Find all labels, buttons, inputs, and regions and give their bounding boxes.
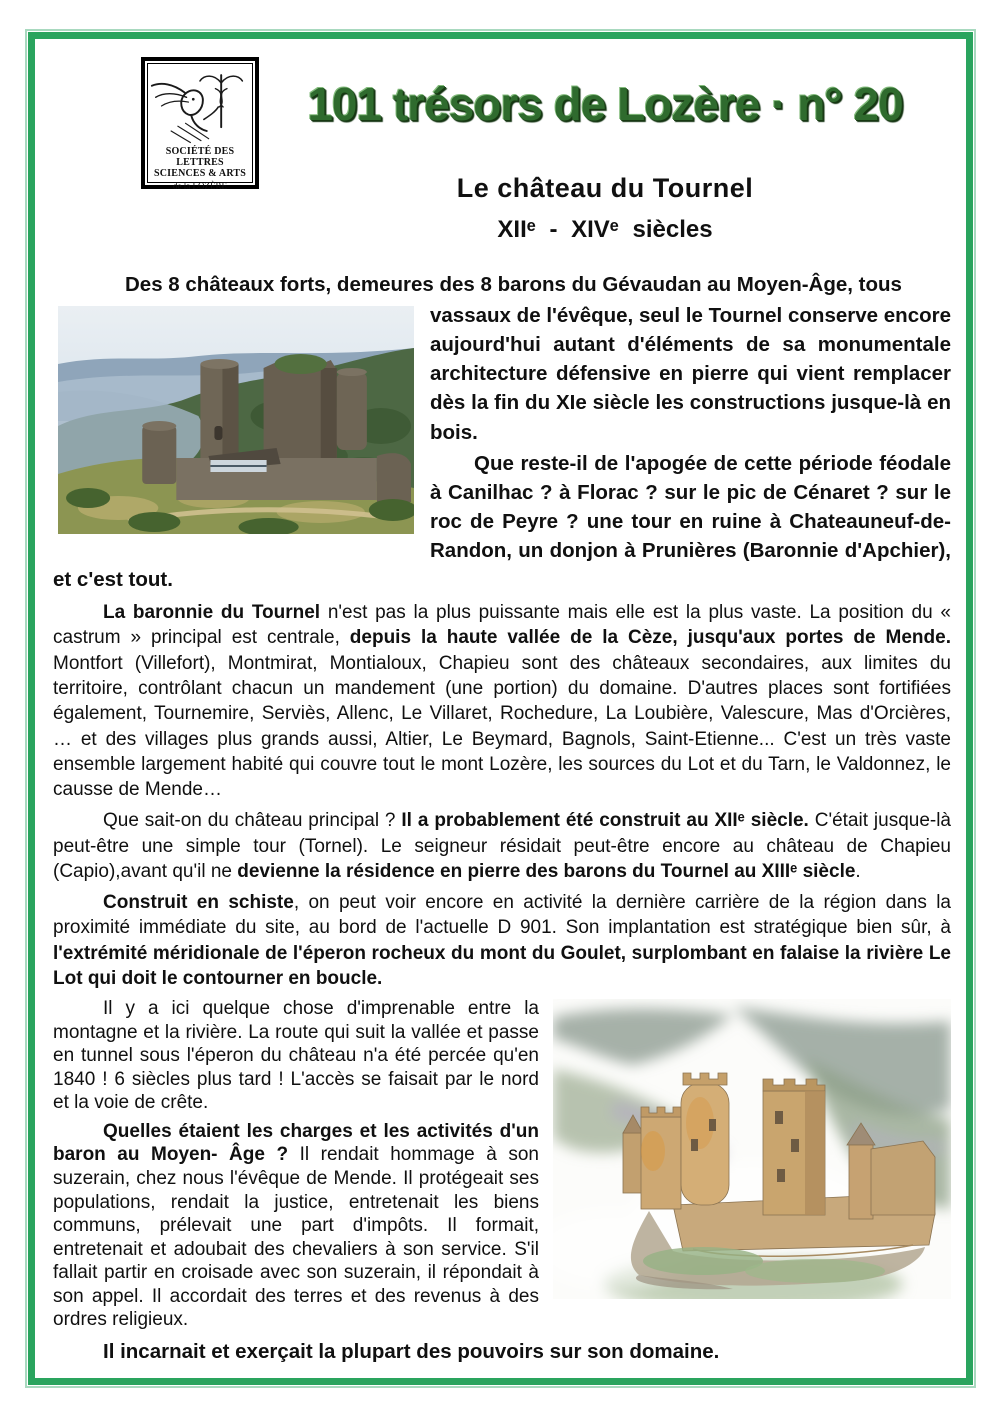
logo-line-1: SOCIÉTÉ DES LETTRES: [165, 146, 235, 169]
paragraph-baronnie: La baronnie du Tournel n'est pas la plus puissante mais elle est la plus vaste. La position du « castrum » principal est centrale, depuis la haute vallée de la Cèze, jusqu'aux portes de Mende. Montfort (Villefort), Montmirat, Montialoux, Chapieu sont des châteaux secondaires, aux limites du territoire, contrôlant chacun un mandement (une portion) du domaine. D'autres places sont fortifiées également, Tournemire, Serviès, Allenc, Le Villaret, Rochedure, La Loubière, Valescure, Mas d'Orcières, … et des villages plus grands aussi, Altier, Le Beymard, Bagnols, Saint-Etienne... C'est un très vaste ensemble largement habité qui couvre tout le mont Lozère, les sources du Lot et du Tarn, le Valdonnez, le causse de Mende…: [53, 602, 951, 801]
closing-line: Il incarnait et exerçait la plupart des pouvoirs sur son domaine.: [103, 1339, 720, 1363]
page-title: 101 trésors de Lozère · n° 20: [307, 78, 903, 130]
page-frame: [28, 32, 973, 1385]
intro-section: [53, 301, 951, 594]
society-logo-text: [148, 146, 252, 191]
paragraph-apogee: Que reste-il de l'apogée de cette période féodale à Canilhac ? à Florac ? sur le pic de Cénaret ? sur le roc de Peyre ? une tour en ruine à Chateauneuf-de-Randon, un donjon à Prunières (Baronnie d'Apchier), et c'est tout.: [53, 451, 951, 592]
lower-section: [53, 997, 951, 1332]
paragraph-schiste: Construit en schiste, on peut voir encore en activité la dernière carrière de la région dans la proximité immédiate du site, au bord de l'actuelle D 901. Son implantation est stratégique bien sûr, à l'extrémité méridionale de l'éperon rocheux du mont du Goulet, surplombant en falaise la rivière Le Lot qui doit le contourner en boucle.: [53, 892, 951, 989]
tournel-ruins-photo: [58, 306, 414, 534]
title-block: [259, 57, 951, 244]
tournel-watercolor-drawing: [553, 999, 951, 1299]
logo-line-3: de la LOZÈRE: [173, 180, 227, 191]
paragraph-chateau-principal: Que sait-on du château principal ? Il a probablement été construit au XIIᵉ siècle. C'était jusque-là peut-être une simple tour (Tornel). Le seigneur résidait peut-être encore au château de Chapieu (Capio),avant qu'il ne devienne la résidence en pierre des barons du Tournel au XIIIᵉ siècle.: [53, 810, 952, 882]
castle-ruins-photo-illustration: [58, 306, 414, 534]
article-period: XIIᵉ - XIVᵉ siècles: [497, 216, 713, 243]
article-title: Le château du Tournel: [456, 173, 754, 203]
society-logo: [141, 57, 259, 189]
page-header: [53, 57, 951, 244]
intro-lead-line: Des 8 châteaux forts, demeures des 8 barons du Gévaudan au Moyen-Âge, tous: [125, 273, 902, 296]
castle-watercolor-illustration: [553, 999, 951, 1299]
hermes-caduceus-icon: [148, 66, 252, 144]
paragraph-imprenable: Il y a ici quelque chose d'imprenable entre la montagne et la rivière. La route qui suit la vallée et passe en tunnel sous l'éperon du château n'a été percée qu'en 1840 ! 6 siècles plus tard ! L'accès se faisait par le nord et la voie de crête.: [53, 998, 539, 1114]
paragraph-charges: Quelles étaient les charges et les activités d'un baron au Moyen- Âge ? Il rendait hommage à son suzerain, chez nous l'évêque de Mende. Il protégeait ses populations, rendait la justice, entretenait les biens communs, prélevait une part d'impôts. Il formait, entretenait et adoubait des chevaliers à son service. S'il fallait partir en croisade avec son suzerain, il répondait à son appel. Il accordait des terres et des revenus à des ordres religieux.: [53, 1120, 539, 1331]
logo-line-2: SCIENCES & ARTS: [153, 168, 247, 180]
intro-paragraph: vassaux de l'évêque, seul le Tournel conserve encore aujourd'hui autant d'éléments de sa monumentale architecture défensive en pierre qui vient remplacer dès la fin du XIe siècle les constructions jusque-là en bois.: [430, 304, 951, 444]
